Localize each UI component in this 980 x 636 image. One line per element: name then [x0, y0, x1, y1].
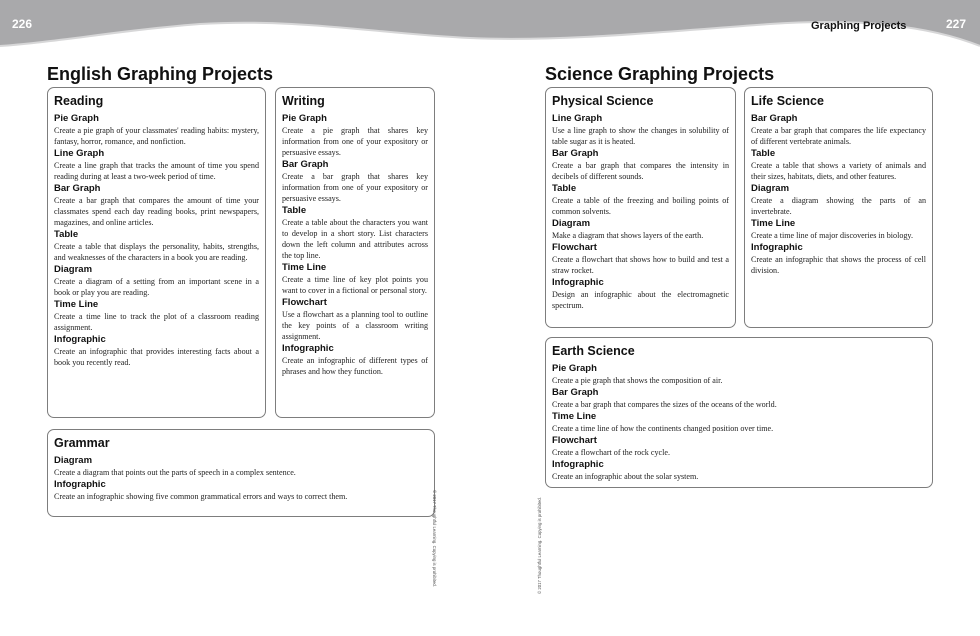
life-time-line-text: Create a time line of major discoveries in biology. [751, 231, 913, 240]
english-section-title: English Graphing Projects [47, 64, 274, 84]
physical-infographic-label: Infographic [552, 277, 604, 288]
physical-flowchart-label: Flowchart [552, 242, 597, 253]
writing-card [275, 87, 435, 418]
life-infographic-label: Infographic [751, 242, 803, 253]
reading-time-line-text: Create a time line to track the plot of a classroom reading assignment. [54, 312, 259, 332]
science-section-title: Science Graphing Projects [545, 64, 775, 84]
earth-flowchart-text: Create a flowchart of the rock cycle. [552, 448, 670, 457]
writing-bar-graph-text: Create a bar graph that shares key information from one of your expository or persuasive essays. [282, 172, 428, 203]
grammar-card-title: Grammar [54, 436, 110, 450]
life-table-text: Create a table that shows a variety of animals and their sizes, habitats, diets, and other features. [751, 161, 926, 181]
earth-science-card-title: Earth Science [552, 344, 635, 358]
physical-science-card [545, 87, 736, 328]
earth-infographic-text: Create an infographic about the solar system. [552, 472, 699, 481]
earth-time-line-text: Create a time line of how the continents changed position over time. [552, 424, 774, 433]
physical-diagram-label: Diagram [552, 218, 591, 229]
grammar-infographic-label: Infographic [54, 479, 106, 490]
writing-flowchart-text: Use a flowchart as a planning tool to outline the key points of a classroom writing assignment. [282, 310, 428, 341]
earth-bar-graph-text: Create a bar graph that compares the sizes of the oceans of the world. [552, 400, 777, 409]
life-science-card-title: Life Science [751, 94, 824, 108]
reading-pie-graph-label: Pie Graph [54, 113, 99, 124]
writing-pie-graph-text: Create a pie graph that shares key information from one of your expository or persuasive essays. [282, 126, 428, 157]
earth-infographic-label: Infographic [552, 459, 604, 470]
earth-time-line-label: Time Line [552, 411, 597, 422]
physical-bar-graph-text: Create a bar graph that compares the intensity in decibels of different sounds. [552, 161, 729, 181]
reading-bar-graph-text: Create a bar graph that compares the amount of time your classmates spend each day reading books, print newspapers, magazines, and online articles. [54, 196, 259, 227]
physical-table-label: Table [552, 183, 577, 194]
physical-infographic-text: Design an infographic about the electromagnetic spectrum. [552, 290, 729, 310]
reading-infographic-text: Create an infographic that provides interesting facts about a book you recently read. [54, 347, 259, 367]
reading-infographic-label: Infographic [54, 334, 106, 345]
reading-line-graph-label: Line Graph [54, 148, 105, 159]
reading-table-label: Table [54, 229, 79, 240]
physical-diagram-text: Make a diagram that shows layers of the earth. [552, 231, 704, 240]
reading-line-graph-text: Create a line graph that tracks the amount of time you spend reading during at least a two-week period of time. [54, 161, 259, 181]
life-time-line-label: Time Line [751, 218, 796, 229]
physical-table-text: Create a table of the freezing and boiling points of common solvents. [552, 196, 729, 216]
copyright-right: © 2017 Thoughtful Learning. Copying is prohibited. [537, 497, 542, 594]
physical-science-card-title: Physical Science [552, 94, 654, 108]
earth-flowchart-label: Flowchart [552, 435, 597, 446]
writing-infographic-text: Create an infographic of different types of phrases and how they function. [282, 356, 428, 376]
writing-time-line-text: Create a time line of key plot points you want to cover in a fictional or personal story. [282, 275, 428, 295]
running-head: Graphing Projects [811, 20, 907, 32]
physical-flowchart-text: Create a flowchart that shows how to build and test a straw rocket. [552, 255, 729, 275]
life-bar-graph-text: Create a bar graph that compares the life expectancy of different vertebrate animals. [751, 126, 926, 146]
earth-science-card [545, 337, 933, 488]
writing-bar-graph-label: Bar Graph [282, 159, 329, 170]
grammar-diagram-text: Create a diagram that points out the parts of speech in a complex sentence. [54, 468, 296, 477]
grammar-card [47, 429, 435, 517]
life-science-card [744, 87, 933, 328]
page-number-right: 227 [946, 17, 967, 31]
reading-diagram-text: Create a diagram of a setting from an important scene in a book or play you are reading. [54, 277, 259, 297]
reading-pie-graph-text: Create a pie graph of your classmates' reading habits: mystery, fantasy, horror, romance, and nonfiction. [54, 126, 259, 146]
reading-card-title: Reading [54, 94, 104, 108]
life-diagram-label: Diagram [751, 183, 790, 194]
page-number-left: 226 [12, 17, 33, 31]
life-diagram-text: Create a diagram showing the parts of an invertebrate. [751, 196, 926, 216]
physical-bar-graph-label: Bar Graph [552, 148, 599, 159]
writing-flowchart-label: Flowchart [282, 297, 327, 308]
earth-bar-graph-label: Bar Graph [552, 387, 599, 398]
reading-time-line-label: Time Line [54, 299, 99, 310]
physical-line-graph-label: Line Graph [552, 113, 603, 124]
writing-card-title: Writing [282, 94, 325, 108]
writing-time-line-label: Time Line [282, 262, 327, 273]
grammar-diagram-label: Diagram [54, 455, 93, 466]
writing-infographic-label: Infographic [282, 343, 334, 354]
life-table-label: Table [751, 148, 776, 159]
reading-table-text: Create a table that displays the personality, habits, strengths, and weaknesses of the characters in a book you are reading. [54, 242, 259, 262]
reading-diagram-label: Diagram [54, 264, 93, 275]
reading-card [47, 87, 266, 418]
earth-pie-graph-label: Pie Graph [552, 363, 597, 374]
writing-pie-graph-label: Pie Graph [282, 113, 327, 124]
earth-pie-graph-text: Create a pie graph that shows the composition of air. [552, 376, 723, 385]
life-infographic-text: Create an infographic that shows the process of cell division. [751, 255, 926, 275]
copyright-left: © 2017 Thoughtful Learning. Copying is prohibited. [432, 490, 437, 587]
grammar-infographic-text: Create an infographic showing five common grammatical errors and ways to correct them. [54, 492, 348, 501]
writing-table-text: Create a table about the characters you want to develop in a short story. List characters down the left column and attributes across the top line. [282, 218, 428, 260]
reading-bar-graph-label: Bar Graph [54, 183, 101, 194]
physical-line-graph-text: Use a line graph to show the changes in solubility of table sugar as it is heated. [552, 126, 729, 146]
life-bar-graph-label: Bar Graph [751, 113, 798, 124]
writing-table-label: Table [282, 205, 307, 216]
